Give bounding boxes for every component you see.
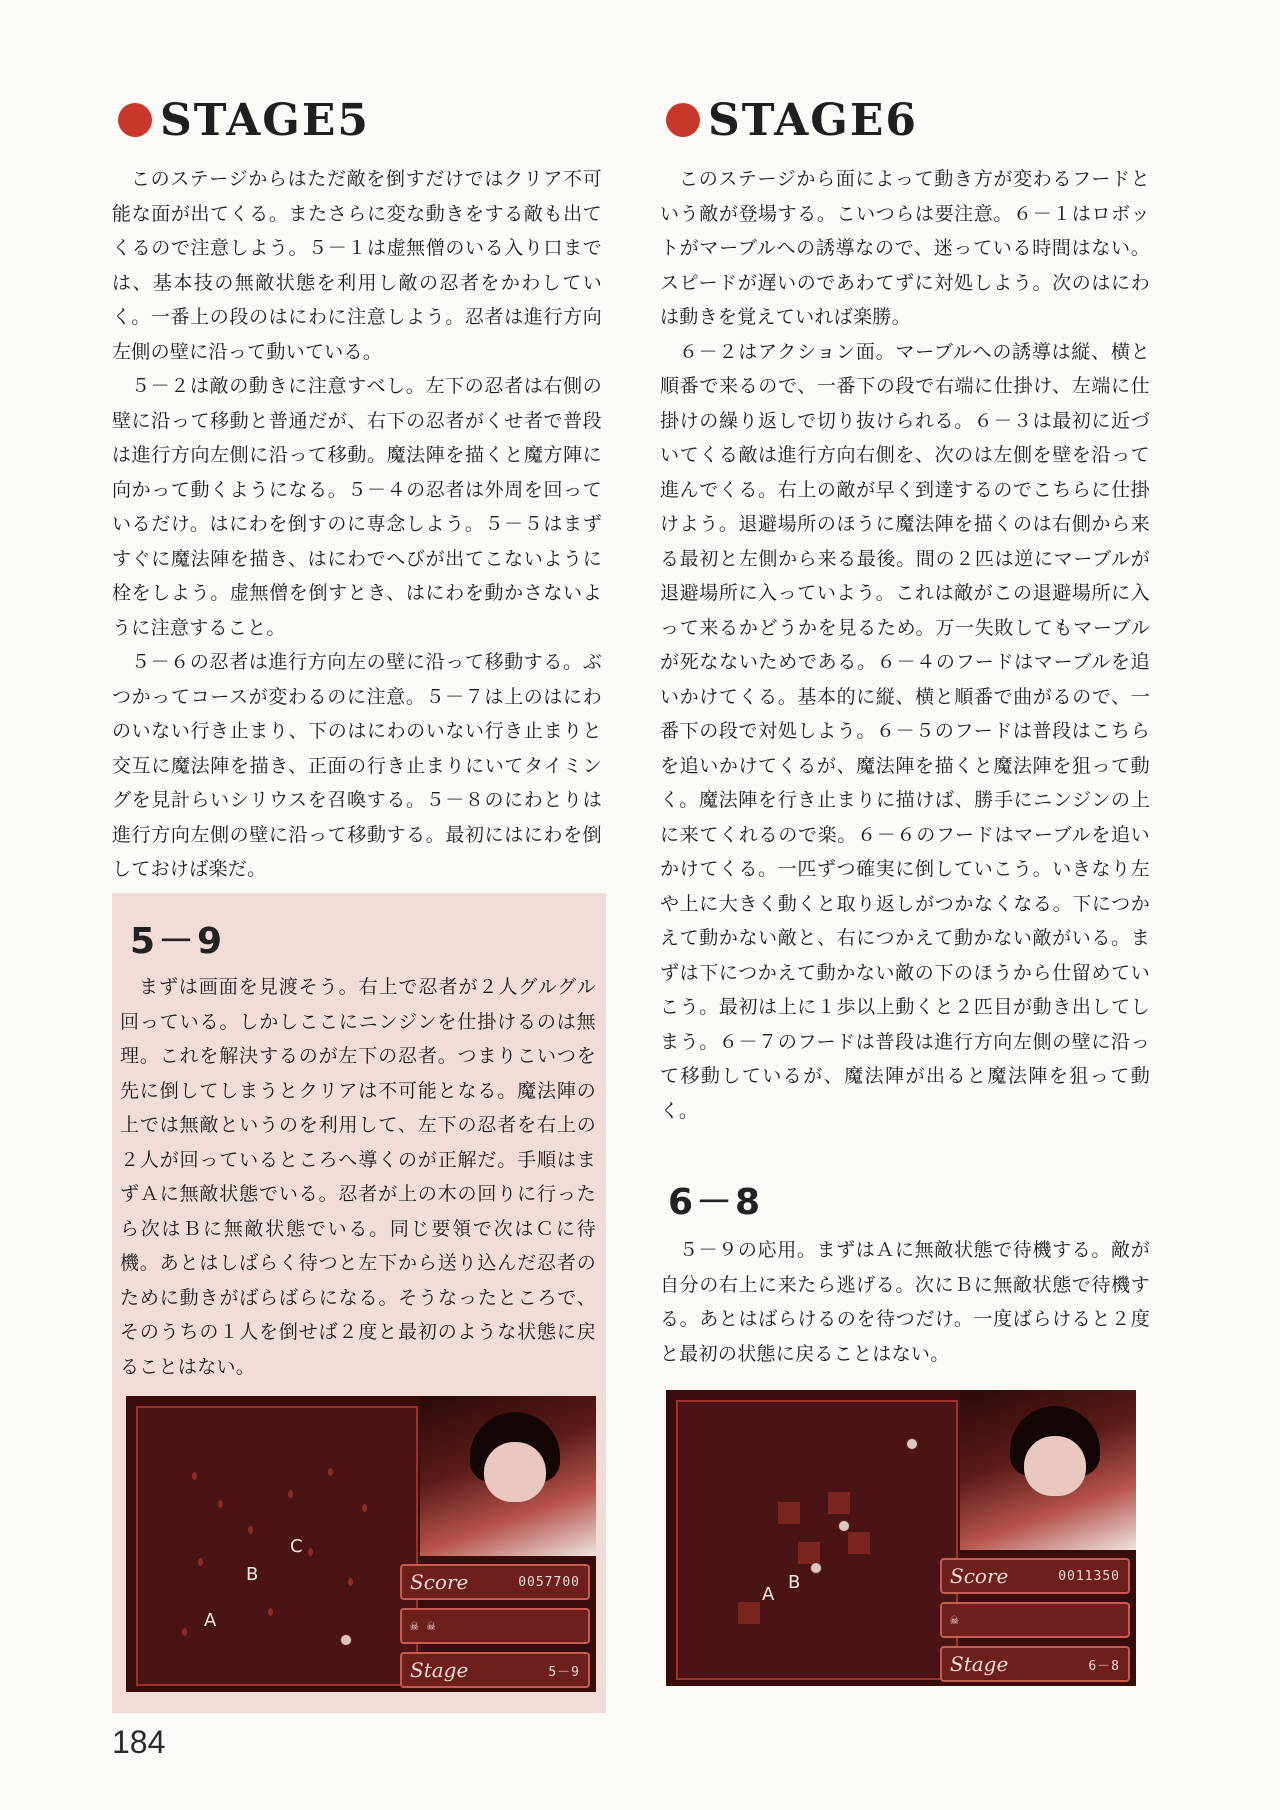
stage-panel xyxy=(940,1646,1130,1682)
stage5-paragraph-2: ５－２は敵の動きに注意すべし。左下の忍者は右側の壁に沿って移動と普通だが、右下の忍者がくせ者で普段は進行方向左側に沿って移動。魔法陣を描くと魔方陣に向かって動くようになる。５－４の忍者は外周を回っているだけ。はにわを倒すのに専念しよう。５－５はまずすぐに魔法陣を描き、はにわでへびが出てこないように栓をしよう。虚無僧を倒すとき、はにわを動かさないように注意すること。 xyxy=(112,375,602,639)
stage6-8-paragraph: ５－９の応用。まずはＡに無敵状態で待機する。敵が自分の右上に来たら逃げる。次にＢに無敵状態で待機する。あとはばらけるのを待つだけ。一度ばらけると２度と最初の状態に戻ることはない。 xyxy=(660,1239,1150,1365)
stage6-8-section xyxy=(660,1174,1150,1371)
marker-c: C xyxy=(290,1536,303,1557)
tree-sprite xyxy=(288,1490,293,1498)
stage5-section xyxy=(112,90,602,887)
score-label: Score xyxy=(410,1570,469,1594)
tree-sprite xyxy=(192,1472,197,1480)
wall-block xyxy=(798,1542,820,1564)
stage5-title: STAGE5 xyxy=(160,94,370,146)
tree-sprite xyxy=(248,1526,253,1534)
bullet-icon xyxy=(666,103,700,137)
hood-enemy-sprite xyxy=(906,1438,918,1450)
tree-sprite xyxy=(268,1608,273,1616)
stage-value: 6－8 xyxy=(1088,1658,1120,1674)
marker-a: A xyxy=(762,1584,775,1605)
wall-block xyxy=(778,1502,800,1524)
stage-label: Stage xyxy=(950,1652,1009,1676)
hood-enemy-sprite xyxy=(838,1520,850,1532)
stage-label: Stage xyxy=(410,1658,469,1682)
tree-sprite xyxy=(328,1468,333,1476)
stage-panel xyxy=(400,1652,590,1688)
tree-sprite xyxy=(218,1500,223,1508)
stage6-heading xyxy=(666,90,1150,150)
page-number: 184 xyxy=(112,1724,166,1760)
stage5-9-paragraph: まずは画面を見渡そう。右上で忍者が２人グルグル回っている。しかしここにニンジンを仕掛けるのは無理。これを解決するのが左下の忍者。つまりこいつを先に倒してしまうとクリアは不可能となる。魔法陣の上では無敵というのを利用して、左下の忍者を右上の２人が回っているところへ導くのが正解だ。手順はまずＡに無敵状態でいる。忍者が上の木の回りに行ったら次はＢに無敵状態でいる。同じ要領で次はＣに待機。あとはしばらく待つと左下から送り込んだ忍者のために動きがばらばらになる。そうなったところで、そのうちの１人を倒せば２度と最初のような状態に戻ることはない。 xyxy=(120,976,596,1378)
lives-panel xyxy=(400,1608,590,1644)
wall-block xyxy=(848,1532,870,1554)
game-field xyxy=(136,1406,418,1686)
hood-enemy-sprite xyxy=(810,1562,822,1574)
stage6-section xyxy=(660,90,1150,1128)
stage5-paragraph-1: このステージからはただ敵を倒すだけではクリア不可能な面が出てくる。またさらに変な動きをする敵も出てくるので注意しよう。５－１は虚無僧のいる入り口までは、基本技の無敵状態を利用し敵の忍者をかわしていく。一番上の段のはにわに注意しよう。忍者は進行方向左側の壁に沿って動いている。 xyxy=(112,168,602,363)
stage6-8-heading: 6－8 xyxy=(668,1182,764,1223)
stage6-title: STAGE6 xyxy=(708,94,918,146)
score-label: Score xyxy=(950,1564,1009,1588)
portrait-face xyxy=(1024,1436,1086,1496)
score-panel xyxy=(400,1564,590,1600)
portrait-face xyxy=(484,1442,546,1502)
character-portrait xyxy=(960,1390,1136,1550)
score-value: 0011350 xyxy=(1058,1568,1120,1584)
stage6-paragraph-1: このステージから面によって動き方が変わるフードという敵が登場する。こいつらは要注意。６－１はロボットがマーブルへの誘導なので、迷っている時間はない。スピードが遅いのであわてずに対処しよう。次のはにわは動きを覚えていれば楽勝。 xyxy=(660,168,1150,328)
stage5-9-heading: 5－9 xyxy=(130,921,226,962)
stage6-paragraph-2: ６－２はアクション面。マーブルへの誘導は縦、横と順番で来るので、一番下の段で右端に仕掛け、左端に仕掛けの繰り返しで切り抜けられる。６－３は最初に近づいてくる敵は進行方向右側を、次のは左側を壁を沿って進んでくる。右上の敵が早く到達するのでこちらに仕掛けよう。退避場所のほうに魔法陣を描くのは右側から来る最初と左側から来る最後。間の２匹は逆にマーブルが退避場所に入っていよう。これは敵がこの退避場所に入って来るかどうかを見るため。万一失敗してもマーブルが死なないためである。６－４のフードはマーブルを追いかけてくる。基本的に縦、横と順番で曲がるので、一番下の段で対処しよう。６－５のフードは普段はこちらを追いかけてくるが、魔法陣を描くと魔法陣を狙って動く。魔法陣を行き止まりに描けば、勝手にニンジンの上に来てくれるので楽。６－６のフードはマーブルを追いかけてくる。一匹ずつ確実に倒していこう。いきなり左や上に大きく動くと取り返しがつかなくなる。下につかえて動かない敵と、右につかえて動かない敵がいる。まずは下につかえて動かない敵の下のほうから仕留めていこう。最初は上に１歩以上動くと２匹目が動き出してしまう。６－７のフードは普段は進行方向左側の壁に沿って移動しているが、魔法陣が出ると魔法陣を狙って動く。 xyxy=(660,340,1150,1122)
stage5-heading xyxy=(118,90,602,150)
wall-block xyxy=(738,1602,760,1624)
tree-sprite xyxy=(348,1578,353,1586)
life-icon: ☠ ☠ xyxy=(410,1618,436,1634)
stage5-paragraph-3: ５－６の忍者は進行方向左の壁に沿って移動する。ぶつかってコースが変わるのに注意。５－７は上のはにわのいない行き止まり、下のはにわのいない行き止まりと交互に魔法陣を描き、正面の行き止まりにいてタイミングを見計らいシリウスを召喚する。５－８のにわとりは進行方向左側の壁に沿って移動する。最初にはにわを倒しておけば楽だ。 xyxy=(112,651,602,880)
bullet-icon xyxy=(118,103,152,137)
stage-value: 5－9 xyxy=(548,1664,580,1680)
wall-block xyxy=(828,1492,850,1514)
score-value: 0057700 xyxy=(518,1574,580,1590)
stage6-8-screenshot xyxy=(666,1390,1136,1686)
marker-b: B xyxy=(788,1572,801,1593)
character-portrait xyxy=(420,1396,596,1556)
marker-a: A xyxy=(204,1610,217,1631)
stage5-9-screenshot xyxy=(126,1396,596,1692)
game-field xyxy=(676,1400,958,1680)
tree-sprite xyxy=(182,1628,187,1636)
marker-b: B xyxy=(246,1564,259,1585)
score-panel xyxy=(940,1558,1130,1594)
life-icon: ☠ xyxy=(950,1612,959,1628)
tree-sprite xyxy=(198,1558,203,1566)
lives-panel xyxy=(940,1602,1130,1638)
tree-sprite xyxy=(362,1504,367,1512)
tree-sprite xyxy=(308,1548,313,1556)
ninja-sprite xyxy=(340,1634,352,1646)
